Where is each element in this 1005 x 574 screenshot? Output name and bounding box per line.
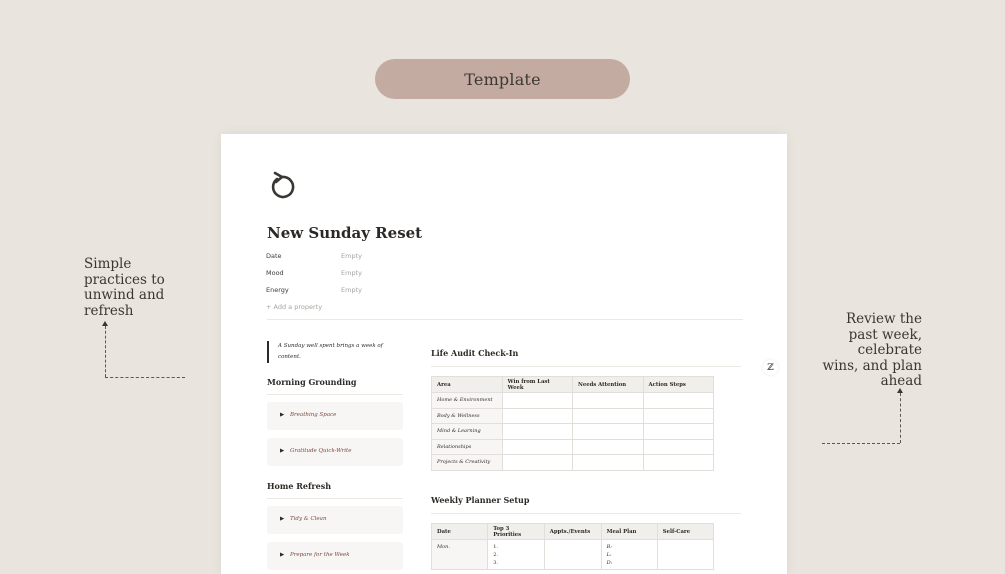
quote-block: A Sunday well spent brings a week of content. <box>267 341 403 363</box>
table-cell[interactable] <box>643 393 713 409</box>
table-cell[interactable] <box>573 424 644 440</box>
refresh-icon <box>267 170 297 200</box>
table-cell[interactable] <box>488 540 545 570</box>
table-cell[interactable]: Home & Environment <box>432 393 503 409</box>
toggle-prepare-week[interactable] <box>267 542 403 570</box>
column-header[interactable]: Needs Attention <box>573 377 644 393</box>
meal-line: D: <box>606 560 613 566</box>
table-cell[interactable] <box>502 439 572 455</box>
planner-divider <box>431 513 741 514</box>
priority-line: 1. <box>493 544 498 550</box>
property-mood-value[interactable]: Empty <box>341 269 362 277</box>
table-row <box>432 540 714 570</box>
table-row <box>432 455 714 471</box>
table-cell[interactable] <box>502 424 572 440</box>
toggle-gratitude[interactable] <box>267 438 403 466</box>
property-date-value[interactable]: Empty <box>341 252 362 260</box>
life-audit-table <box>431 376 714 471</box>
meal-line: B: <box>606 544 612 550</box>
table-cell[interactable] <box>573 393 644 409</box>
table-cell[interactable]: Mind & Learning <box>432 424 503 440</box>
priority-line: 2. <box>493 552 498 558</box>
table-row <box>432 408 714 424</box>
column-header[interactable]: Action Steps <box>643 377 713 393</box>
table-cell[interactable] <box>643 424 713 440</box>
toggle-arrow-icon[interactable]: ▶ <box>280 448 285 454</box>
table-cell[interactable] <box>573 455 644 471</box>
left-caption: Simple practices to unwind and refresh <box>84 256 165 319</box>
table-cell[interactable] <box>573 408 644 424</box>
toggle-label: Tidy & Clean <box>290 515 327 522</box>
column-header[interactable]: Meal Plan <box>601 524 657 540</box>
add-property-label: Add a property <box>273 303 323 311</box>
notion-page <box>221 134 787 574</box>
template-badge: Template <box>375 59 630 99</box>
property-mood-label: Mood <box>266 269 284 277</box>
table-cell[interactable]: Body & Wellness <box>432 408 503 424</box>
home-refresh-heading: Home Refresh <box>267 481 332 491</box>
table-header-row <box>432 524 714 540</box>
table-cell[interactable] <box>573 439 644 455</box>
property-energy-label: Energy <box>266 286 289 294</box>
column-header[interactable]: Appts./Events <box>544 524 601 540</box>
table-cell[interactable] <box>657 540 713 570</box>
toggle-label: Prepare for the Week <box>290 551 350 558</box>
table-cell[interactable] <box>544 540 601 570</box>
weekly-planner-table <box>431 523 714 570</box>
right-caption: Review the past week, celebrate wins, and plan ahead <box>822 311 922 389</box>
table-cell[interactable] <box>601 540 657 570</box>
page-title[interactable]: New Sunday Reset <box>267 224 423 242</box>
morning-divider <box>267 394 403 395</box>
toggle-arrow-icon[interactable]: ▶ <box>280 412 285 418</box>
left-arrow-line <box>105 326 106 377</box>
table-cell[interactable] <box>432 540 488 570</box>
toggle-arrow-icon[interactable]: ▶ <box>280 552 285 558</box>
property-energy-value[interactable]: Empty <box>341 286 362 294</box>
toggle-label: Breathing Space <box>290 411 337 418</box>
toggle-tidy-clean[interactable] <box>267 506 403 534</box>
table-row <box>432 439 714 455</box>
table-cell[interactable] <box>502 393 572 409</box>
table-cell[interactable] <box>502 455 572 471</box>
table-cell[interactable] <box>643 408 713 424</box>
table-header-row <box>432 377 714 393</box>
life-audit-heading: Life Audit Check-In <box>431 348 519 358</box>
toggle-breathing-space[interactable] <box>267 402 403 430</box>
column-header[interactable]: Area <box>432 377 503 393</box>
right-arrow-line <box>900 393 901 443</box>
right-arrow-head <box>897 388 903 393</box>
table-cell[interactable] <box>643 455 713 471</box>
table-cell[interactable] <box>643 439 713 455</box>
table-row <box>432 393 714 409</box>
priority-line: 3. <box>493 560 498 566</box>
morning-grounding-heading: Morning Grounding <box>267 377 357 387</box>
column-header[interactable]: Win from Last Week <box>502 377 572 393</box>
text-style-icon[interactable]: ℤ <box>763 360 778 375</box>
weekly-planner-heading: Weekly Planner Setup <box>431 495 530 505</box>
table-cell[interactable]: Relationships <box>432 439 503 455</box>
table-cell[interactable] <box>502 408 572 424</box>
meal-line: L: <box>606 552 612 558</box>
column-header[interactable]: Self-Care <box>657 524 713 540</box>
left-arrow-head <box>102 321 108 326</box>
day-label: Mon. <box>437 544 450 550</box>
left-arrow-base <box>105 377 185 378</box>
home-divider <box>267 498 403 499</box>
property-date-label: Date <box>266 252 282 260</box>
toggle-arrow-icon[interactable]: ▶ <box>280 516 285 522</box>
toggle-label: Gratitude Quick-Write <box>290 447 352 454</box>
add-property-button[interactable] <box>266 303 322 311</box>
table-cell[interactable]: Projects & Creativity <box>432 455 503 471</box>
life-audit-divider <box>431 366 741 367</box>
column-header[interactable]: Top 3 Priorities <box>488 524 545 540</box>
properties-divider <box>267 319 743 320</box>
plus-icon: + <box>266 303 274 311</box>
column-header[interactable]: Date <box>432 524 488 540</box>
right-arrow-base <box>822 443 900 444</box>
table-row <box>432 424 714 440</box>
